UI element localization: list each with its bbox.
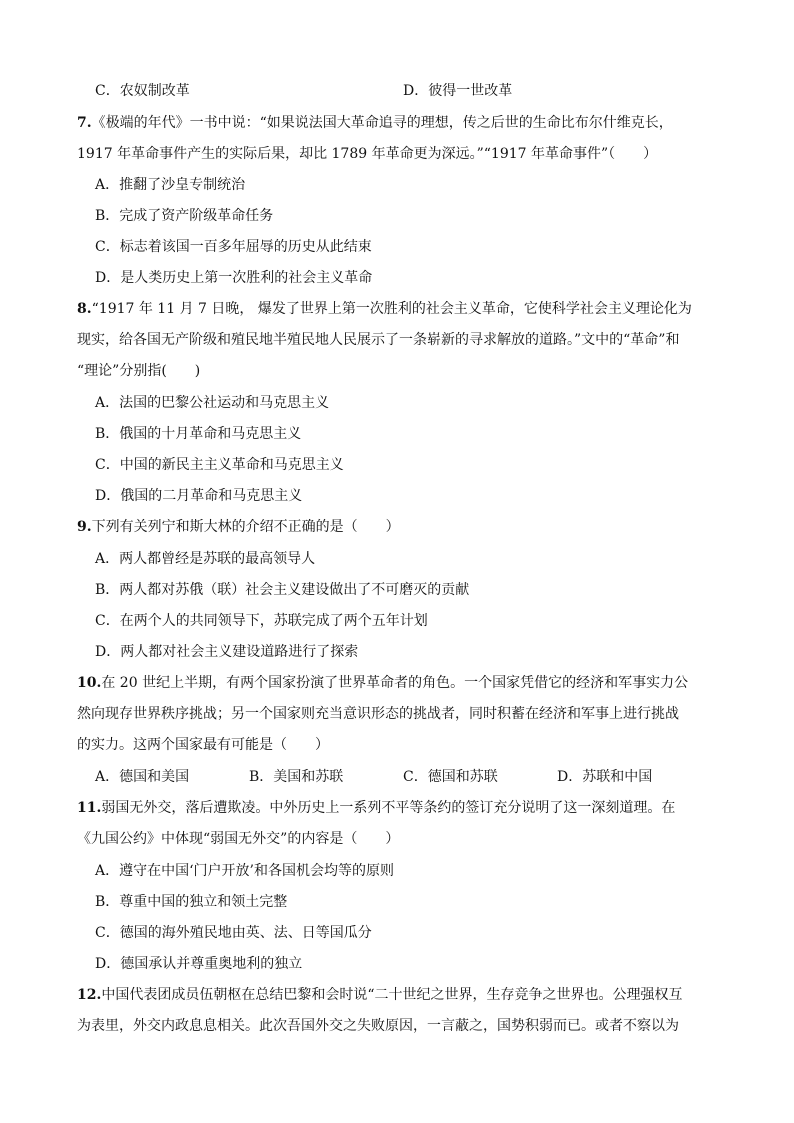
q11-option-d: D．德国承认并尊重奥地利的独立 [95,956,303,972]
q8-option-a: A．法国的巴黎公社运动和马克思主义 [95,395,330,411]
q8-option-c: C．中国的新民主主义革命和马克思主义 [95,457,344,473]
q11-stem-line2: 《九国公约》中体现“弱国无外交”的内容是（ ） [77,831,400,847]
q8-number: 8. [77,301,92,317]
q7-option-c: C．标志着该国一百多年屈辱的历史从此结束 [95,239,372,255]
q9-option-c: C．在两个人的共同领导下，苏联完成了两个五年计划 [95,613,428,629]
q11-stem-line1 [77,798,675,818]
q7-option-a: A．推翻了沙皇专制统治 [95,177,246,193]
q12-stem-line1 [77,985,683,1005]
q8-stem-text1: “1917 年 11 月 7 日晚， 爆发了世界上第一次胜利的社会主义革命，它使科学社会主义理论化为 [91,301,692,317]
q7-option-b: B．完成了资产阶级革命任务 [95,208,274,224]
q8-stem-line3: “理论”分别指( ) [77,363,201,379]
q7-number: 7. [77,115,92,131]
q6-option-d: D．彼得一世改革 [403,83,513,99]
q7-stem-text1: 《极端的年代》一书中说：“如果说法国大革命追寻的理想，传之后世的生命比布尔什维克长， [91,115,673,131]
q10-stem-text1: 在 20 世纪上半期，有两个国家扮演了世界革命者的角色。一个国家凭借它的经济和军事实力公 [101,675,689,691]
q8-stem-line2: 现实，给各国无产阶级和殖民地半殖民地人民展示了一条崭新的寻求解放的道路。”文中的“革命”和 [77,332,680,348]
q9-stem-text1: 下列有关列宁和斯大林的介绍不正确的是（ ） [91,519,400,535]
q7-stem-line1 [77,113,673,133]
q7-stem-line2: 1917 年革命事件产生的实际后果，却比 1789 年革命更为深远。”“1917 年革命事件”（ ） [77,146,658,162]
q9-option-a: A．两人都曾经是苏联的最高领导人 [95,551,316,567]
q11-option-c: C．德国的海外殖民地由英、法、日等国瓜分 [95,925,372,941]
q6-option-c: C．农奴制改革 [95,83,190,99]
q10-stem-line3: 的实力。这两个国家最有可能是（ ） [77,737,329,753]
q8-stem-line1 [77,299,692,319]
q8-option-b: B．俄国的十月革命和马克思主义 [95,426,302,442]
q9-option-b: B．两人都对苏俄（联）社会主义建设做出了不可磨灭的贡献 [95,582,470,598]
q10-option-a: A．德国和美国 [95,769,190,785]
q9-stem-line1 [77,517,400,537]
q12-stem-text1: 中国代表团成员伍朝枢在总结巴黎和会时说“二十世纪之世界，生存竞争之世界也。公理强权互 [101,987,683,1003]
q10-stem-line2: 然向现存世界秩序挑战；另一个国家则充当意识形态的挑战者，同时积蓄在经济和军事上进行挑战 [77,706,679,722]
q10-option-b: B．美国和苏联 [249,769,344,785]
q9-number: 9. [77,519,92,535]
q11-option-a: A．遵守在中国‘门户开放’和各国机会均等的原则 [95,863,395,879]
q11-option-b: B．尊重中国的独立和领土完整 [95,894,288,910]
q10-option-d: D．苏联和中国 [557,769,653,785]
q8-option-d: D．俄国的二月革命和马克思主义 [95,488,303,504]
q9-option-d: D．两人都对社会主义建设道路进行了探索 [95,644,359,660]
q7-option-d: D．是人类历史上第一次胜利的社会主义革命 [95,270,373,286]
q10-number: 10. [77,675,102,691]
q10-stem-line1 [77,673,688,693]
q12-stem-line2: 为表里，外交内政息息相关。此次吾国外交之失败原因，一言蔽之，国势积弱而已。或者不察以为 [77,1018,679,1034]
q12-number: 12. [77,987,102,1003]
q11-stem-text1: 弱国无外交，落后遭欺凌。中外历史上一系列不平等条约的签订充分说明了这一深刻道理。在 [101,800,676,816]
q10-option-c: C．德国和苏联 [403,769,498,785]
q11-number: 11. [77,800,102,816]
